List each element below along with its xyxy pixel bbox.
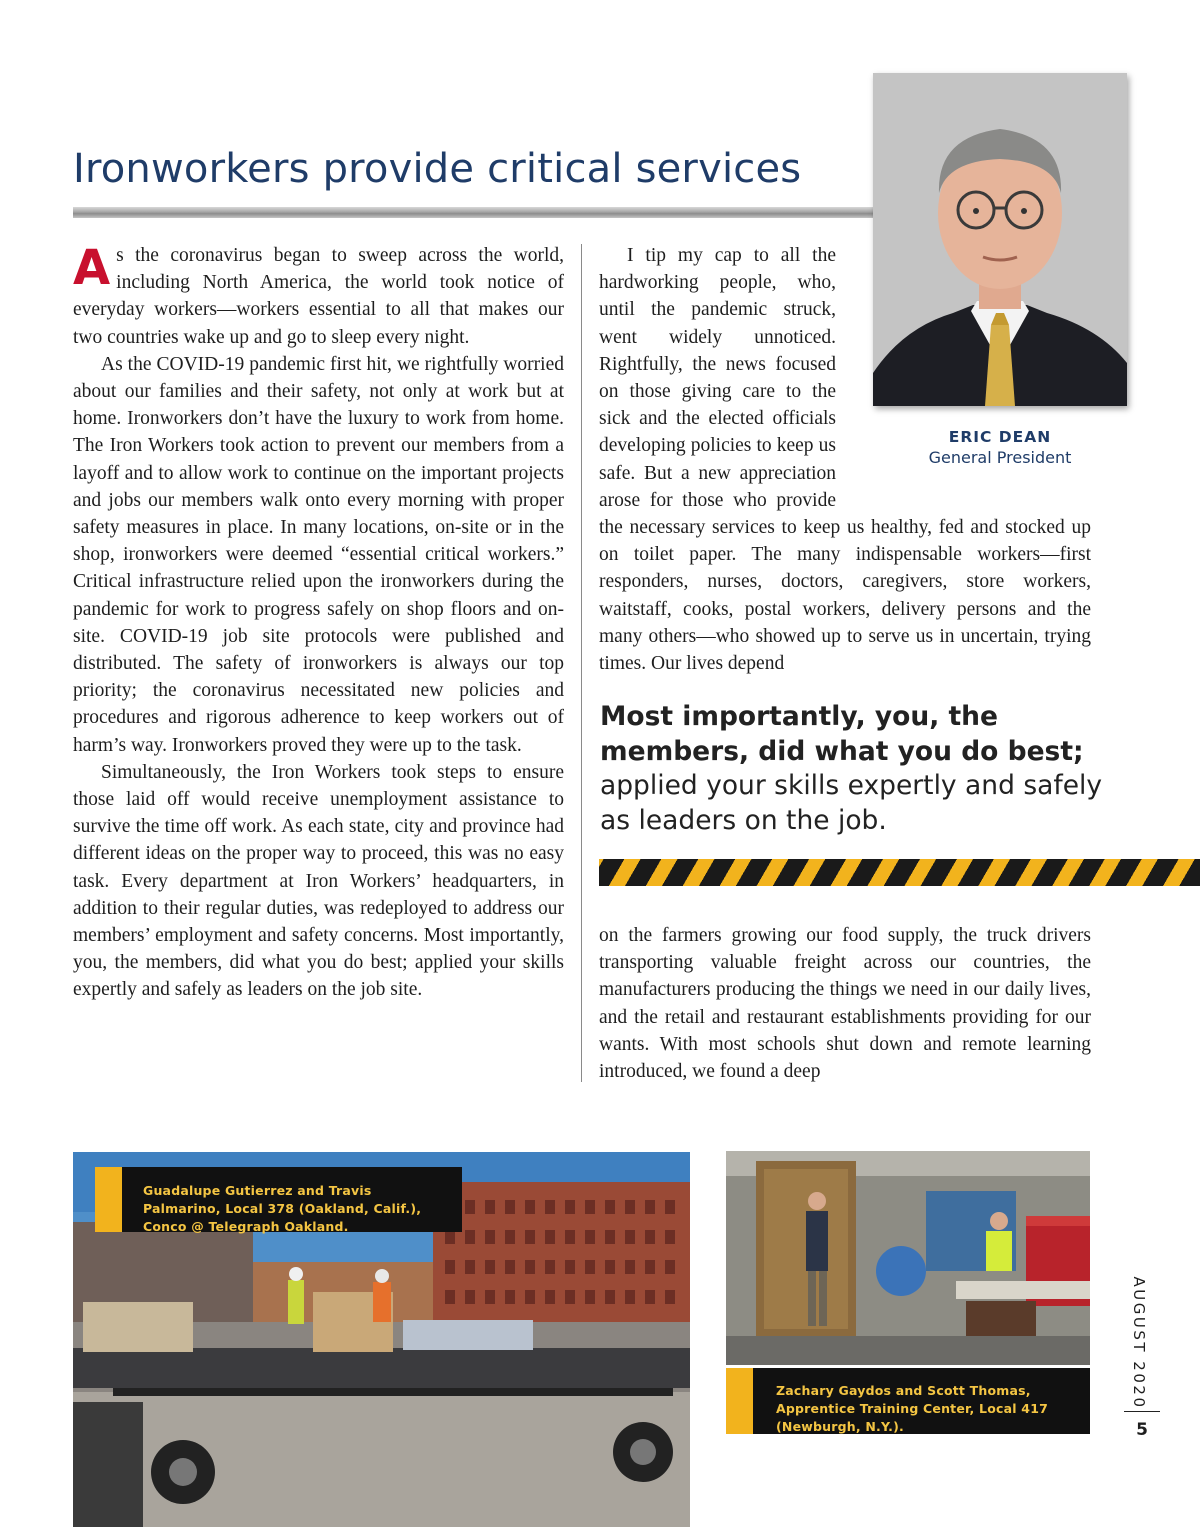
portrait-wrap-space (836, 242, 1091, 514)
article-column-right-bottom (599, 922, 1091, 1085)
first-paragraph-text: s the coronavirus began to sweep across the world, including North America, the world took notice of everyday workers—workers essential to all that makes our two countries wake up and go to sleep every night. (73, 245, 564, 348)
caption-text: Zachary Gaydos and Scott Thomas, Apprentice Training Center, Local 417 (Newburgh, N.Y.). (776, 1383, 1048, 1434)
issue-folio (1129, 1276, 1149, 1410)
author-name: ERIC DEAN (948, 428, 1052, 446)
pull-quote-bold: Most importantly, you, the members, did what you do best; (600, 701, 1084, 767)
article-column-right-top (599, 242, 1091, 677)
article-paragraph: Simultaneously, the Iron Workers took steps to ensure those laid off would receive unemployment assistance to survive the time off work. As each state, city and province had different ideas on the proper way to proceed, this was no easy task. Every department at Iron Workers’ headquarters, in addition to their regular duties, was redeployed to address our members’ employment and safety concerns. Most importantly, you, the members, did what you do best; applied your skills expertly and safely as leaders on the job site. (73, 761, 564, 1001)
article-paragraph: As the COVID-19 pandemic first hit, we rightfully worried about our families and their safety, not only at work but at home. Ironworkers don’t have the luxury to work from home. The Iron Workers took action to prevent our members from a layoff and to allow work to continue on the important projects and jobs our members walk onto every morning with proper safety measures in place. In many locations, on-site or in the shop, ironworkers were deemed “essential critical workers.” Critical infrastructure relied upon the ironworkers during the pandemic for work to progress safely on shop floors and on-site. COVID-19 job site protocols were published and distributed. The safety of ironworkers is always our top priority; the coronavirus necessitated new policies and procedures and rigorous adherence to keep workers out of harm’s way. Ironworkers proved they were up to the task. (73, 353, 564, 756)
page-number: 5 (1136, 1420, 1148, 1440)
drop-cap: A (73, 240, 111, 296)
article-paragraph: I tip my cap to all the hardworking people, who, until the pandemic struck, went widely unnoticed. Rightfully, the news focused on those giving care to the sick and the elected officials developing policies to keep us safe. But a new appreciation arose for those who provide the necessary services to keep us healthy, fed and stocked up on toilet paper. The many indispensable workers—first responders, nurses, doctors, caregivers, store workers, waitstaff, cooks, postal workers, delivery persons and the many others—who showed up to serve us in uncertain, trying times. Our lives depend (599, 245, 1091, 675)
pull-quote-regular: applied your skills expertly and safely as leaders on the job. (600, 770, 1103, 836)
caption-accent-bar (95, 1167, 122, 1232)
pull-quote (600, 700, 1120, 838)
column-divider (581, 244, 582, 1082)
training-center-photo (726, 1151, 1090, 1365)
folio-rule (1124, 1411, 1160, 1412)
photo-caption (95, 1167, 462, 1232)
issue-date: AUGUST 2020 (1130, 1276, 1148, 1410)
hazard-stripe (599, 859, 1200, 886)
article-title: Ironworkers provide critical services (73, 146, 802, 192)
caption-accent-bar (726, 1368, 753, 1434)
title-rule (73, 207, 873, 218)
article-column-left (73, 242, 564, 1004)
caption-text: Guadalupe Gutierrez and Travis Palmarino, Local 378 (Oakland, Calif.), Conco @ Telegraph Oakland. (143, 1183, 422, 1234)
photo-caption (726, 1368, 1090, 1434)
article-paragraph (73, 242, 564, 351)
article-paragraph: on the farmers growing our food supply, the truck drivers transporting valuable freight across our countries, the manufacturers producing the things we need in our daily lives, and the retail and restaurant establishments providing for our wants. With most schools shut down and remote learning introduced, we found a deep (599, 925, 1091, 1083)
author-title: General President (928, 448, 1072, 467)
